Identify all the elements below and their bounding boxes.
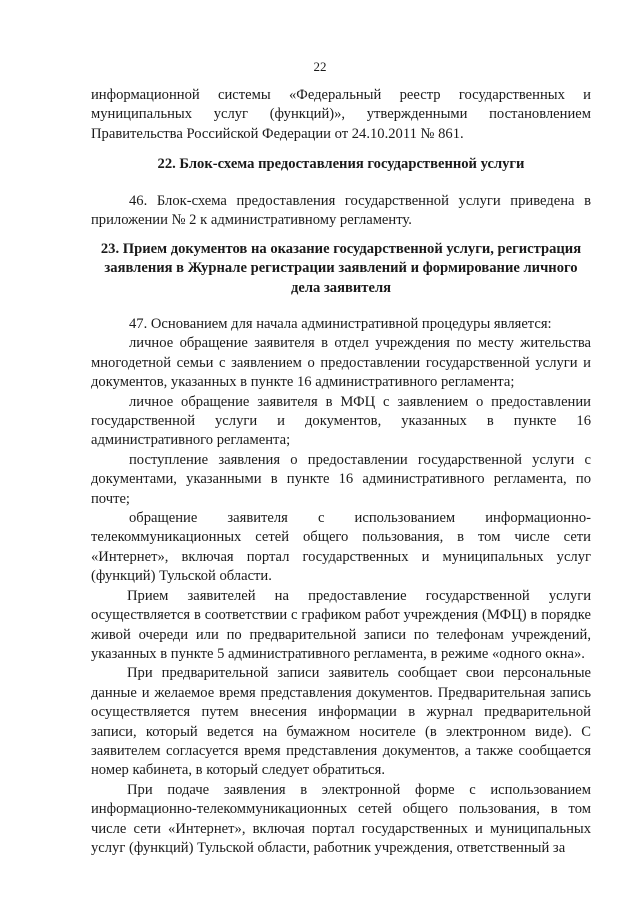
paragraph-46: 46. Блок-схема предоставления государственной услуги приведена в приложении № 2 к административному регламенту. [91,193,591,229]
section-22 [91,155,591,174]
section-23-body [91,315,591,858]
list-item-3: поступление заявления о предоставлении государственной услуги с документами, указанными в пункте 16 административного регламента, по почте; [91,451,591,507]
intro-line-2: муниципальных услуг (функций)», утвержденными постановлением [91,106,591,123]
intro-line-1: информационной системы «Федеральный реестр государственных и [91,87,591,103]
intro-line-3: Правительства Российской Федерации от 24.10.2011 № 861. [91,125,464,142]
section-22-heading: 22. Блок-схема предоставления государственной услуги [157,156,525,172]
page-number: 22 [313,59,327,74]
section-23-heading [91,240,591,298]
section-23-heading-line-2: заявления в Журнале регистрации заявлений и формирование личного [104,260,578,277]
intro-paragraph [91,86,591,144]
list-item-2: личное обращение заявителя в МФЦ с заявлением о предоставлении государственной услуги и документов, указанных в пункте 16 административного регламента; [91,393,591,449]
paragraph-priem: Прием заявителей на предоставление государственной услуги осуществляется в соответствии с графиком работ учреждения (МФЦ) в порядке живой очереди или по предварительной записи по телефонам учреждений, указанных в пункте 5 административного регламента, в режиме «одного окна». [91,587,591,662]
paragraph-47: 47. Основанием для начала административной процедуры является: [129,316,552,332]
list-item-4: обращение заявителя с использованием информационно-телекоммуникационных сетей общего пользования, в том числе сети «Интернет», включая портал государственных и муниципальных услуг (функций) Тульской области. [91,510,591,585]
paragraph-predvaritelnaya-zapis: При предварительной записи заявитель сообщает свои персональные данные и желаемое время представления документов. Предварительная запись осуществляется путем внесения информации в журнал предварительной записи, который ведется на бумажном носителе (в электронном виде). С заявителем согласуется время представления документов, а также сообщается номер кабинета, в который следует обратиться. [91,665,591,779]
paragraph-podacha-elektronno: При подаче заявления в электронной форме с использованием информационно-телекоммуникационных сетей общего пользования, в том числе сети «Интернет», включая портал государственных и муниципальных услуг (функций) Тульской области, работник учреждения, ответственный за [91,781,591,856]
section-23-heading-line-1: 23. Прием документов на оказание государственной услуги, регистрация [100,241,582,257]
section-23-heading-line-3: дела заявителя [290,279,392,296]
section-22-body [91,192,591,231]
list-item-1: личное обращение заявителя в отдел учреждения по месту жительства многодетной семьи с заявлением о предоставлении государственной услуги и документов, указанных в пункте 16 административного регламента; [91,335,591,391]
